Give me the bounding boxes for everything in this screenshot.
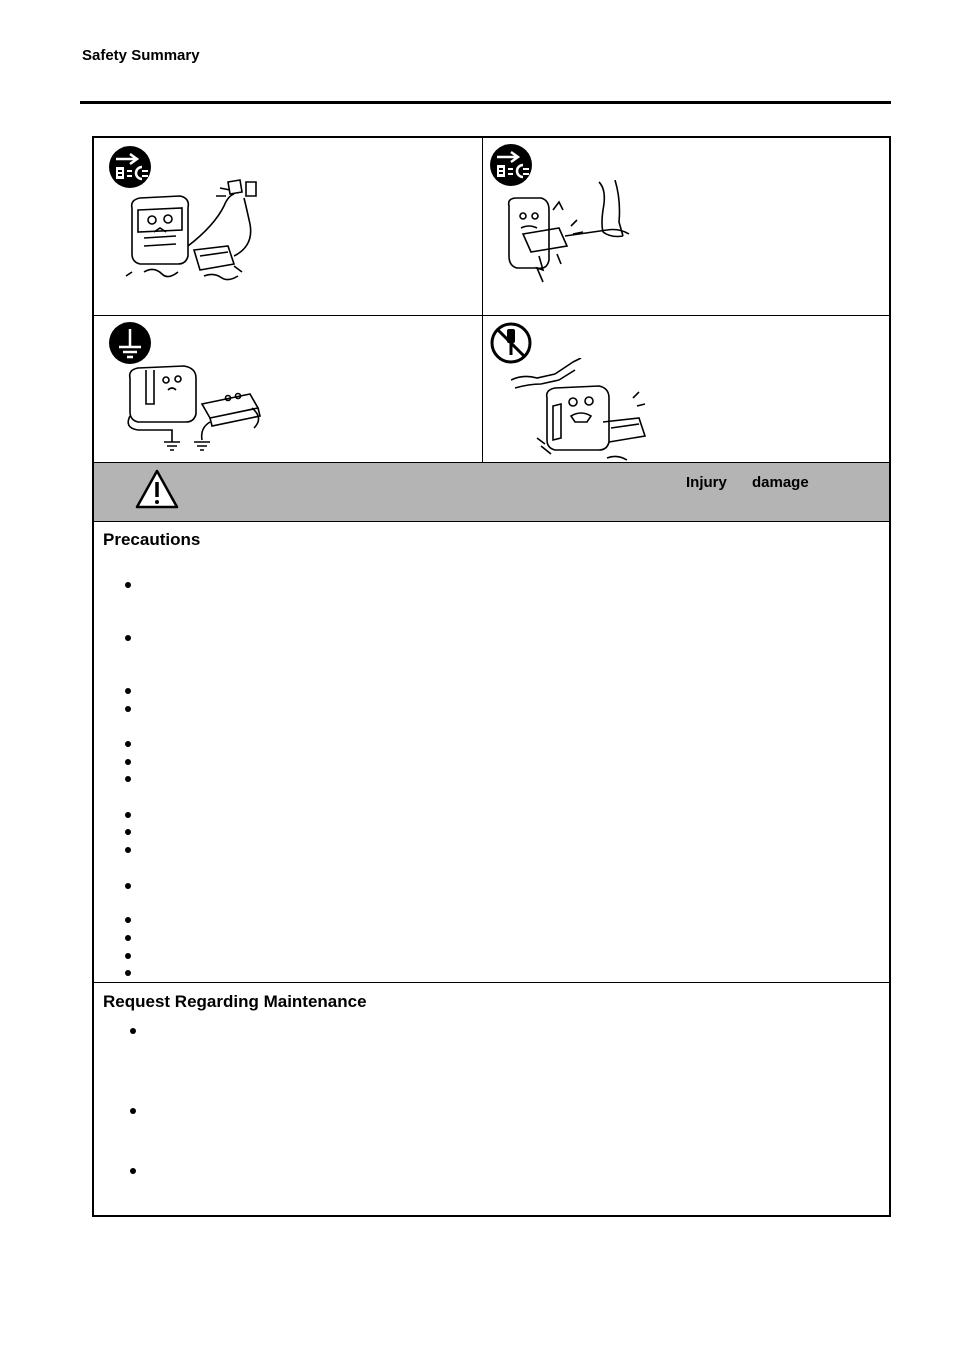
hand-pull-plug-illustration: [503, 180, 643, 284]
precautions-bullet: [125, 706, 131, 712]
illustration-cell-grounding: [94, 316, 482, 463]
precautions-bullet: [125, 935, 131, 941]
maintenance-bullet: [130, 1028, 136, 1034]
precautions-bullet: [125, 635, 131, 641]
precautions-bullet: [125, 776, 131, 782]
precautions-bullet: [125, 883, 131, 889]
maintenance-bullet: [130, 1108, 136, 1114]
precautions-bullet: [125, 688, 131, 694]
header-rule: [80, 101, 891, 104]
precautions-bullet: [125, 917, 131, 923]
illustration-cell-unplug-printer: [94, 138, 482, 315]
caution-bar-bottom-border: [94, 521, 889, 522]
precautions-bullet: [125, 829, 131, 835]
maintenance-section-border: [94, 982, 889, 983]
caution-word-injury: Injury: [686, 474, 727, 491]
maintenance-bullet: [130, 1168, 136, 1174]
precautions-bullet: [125, 582, 131, 588]
precautions-bullet: [125, 970, 131, 976]
precautions-bullet: [125, 847, 131, 853]
illustration-cell-pull-plug: [483, 138, 889, 315]
caution-word-damage: damage: [752, 474, 809, 491]
printer-unplug-illustration: [124, 176, 264, 288]
warning-triangle-icon: [135, 469, 179, 509]
ground-symbol-icon: [108, 321, 152, 365]
illustration-cell-no-disassembly: [483, 316, 889, 463]
precautions-bullet: [125, 953, 131, 959]
safety-table: [92, 136, 891, 1217]
precautions-bullet: [125, 741, 131, 747]
precautions-bullet: [125, 812, 131, 818]
precautions-title: Precautions: [103, 530, 201, 549]
page-header-title: Safety Summary: [82, 47, 200, 64]
maintenance-title: Request Regarding Maintenance: [103, 992, 367, 1011]
caution-bar: [94, 463, 889, 521]
screwdriver-printer-illustration: [511, 358, 651, 468]
precautions-bullet: [125, 759, 131, 765]
printer-grounding-illustration: [124, 364, 270, 456]
